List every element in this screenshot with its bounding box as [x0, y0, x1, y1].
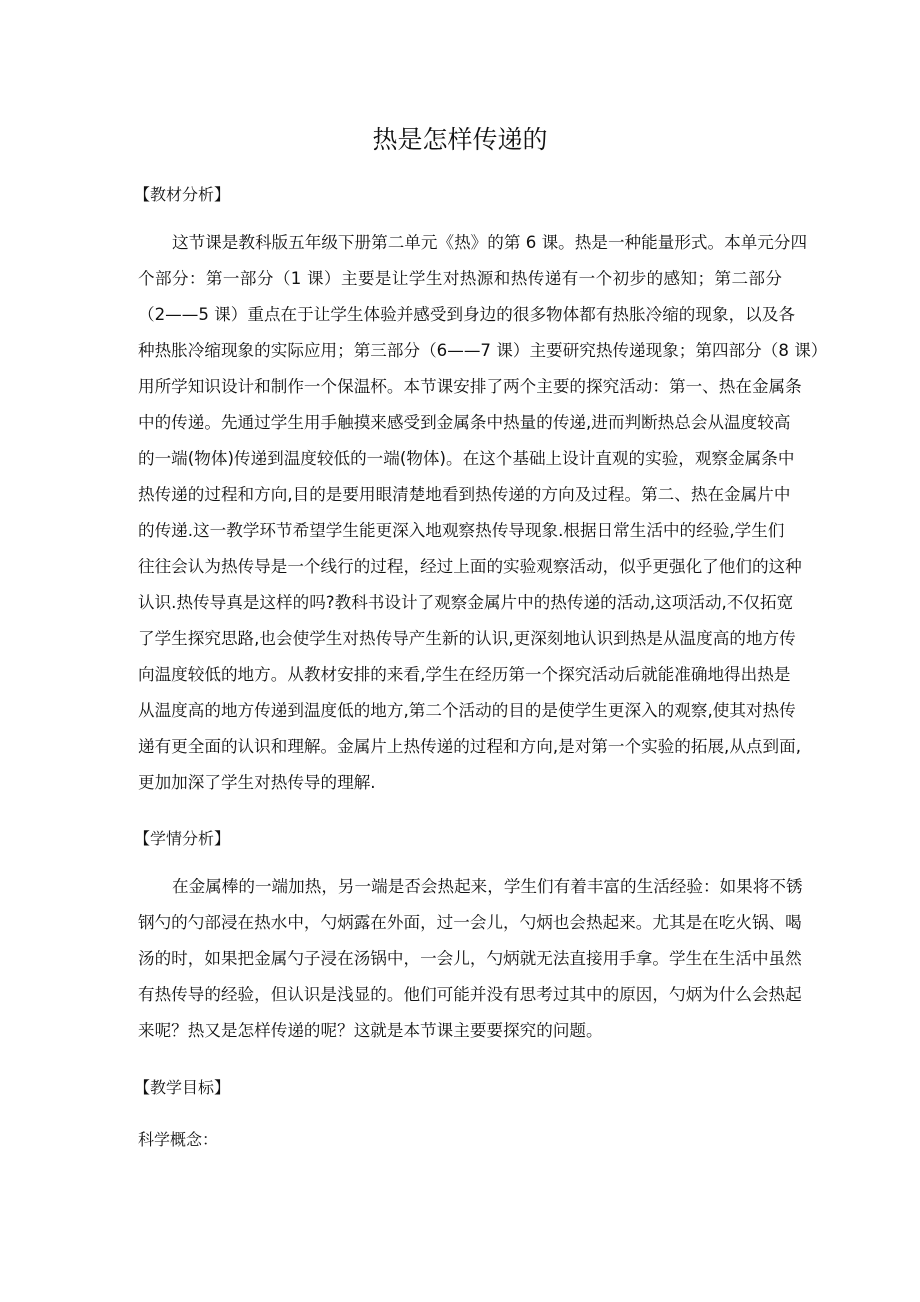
text-line: 这节课是教科版五年级下册第二单元《热》的第 6 课。热是一种能量形式。本单元分四: [172, 233, 808, 252]
text-line: 认识.热传导真是这样的吗?教科书设计了观察金属片中的热传递的活动,这项活动,不仅拓宽: [138, 593, 794, 612]
text-line: 个部分：第一部分（1 课）主要是让学生对热源和热传递有一个初步的感知；第二部分: [138, 269, 782, 288]
text-line: 向温度较低的地方。从教材安排的来看,学生在经历第一个探究活动后就能准确地得出热是: [138, 665, 791, 684]
text-line: 有热传导的经验，但认识是浅显的。他们可能并没有思考过其中的原因，勺炳为什么会热起: [138, 985, 802, 1004]
section-heading-teaching-goals: 【教学目标】: [134, 1078, 231, 1097]
subheading-science-concepts: 科学概念：: [138, 1130, 219, 1149]
section-heading-student-analysis: 【学情分析】: [134, 829, 231, 848]
text-line: 了学生探究思路,也会使学生对热传导产生新的认识,更深刻地认识到热是从温度高的地方传: [138, 629, 796, 648]
paragraph-textbook-analysis: [138, 225, 828, 801]
text-line: 更加加深了学生对热传导的理解.: [138, 773, 376, 792]
text-line: 中的传递。先通过学生用手触摸来感受到金属条中热量的传递,进而判断热总会从温度较高: [138, 413, 791, 432]
text-line: 的一端(物体)传递到温度较低的一端(物体)。在这个基础上设计直观的实验，观察金属条中: [138, 449, 795, 468]
paragraph-student-analysis: [138, 869, 803, 1049]
document-title: 热是怎样传递的: [372, 125, 548, 154]
text-line: 在金属棒的一端加热，另一端是否会热起来，学生们有着丰富的生活经验：如果将不锈: [172, 877, 803, 896]
text-line: 递有更全面的认识和理解。金属片上热传递的过程和方向,是对第一个实验的拓展,从点到面,: [138, 737, 801, 756]
text-line: 热传递的过程和方向,目的是要用眼清楚地看到热传递的方向及过程。第二、热在金属片中: [138, 485, 791, 504]
section-heading-textbook-analysis: 【教材分析】: [134, 185, 231, 204]
text-line: 从温度高的地方传递到温度低的地方,第二个活动的目的是使学生更深入的观察,使其对热传: [138, 701, 796, 720]
text-line: 的传递.这一教学环节希望学生能更深入地观察热传导现象.根据日常生活中的经验,学生们: [138, 521, 785, 540]
text-line: 钢勺的勺部浸在热水中，勺炳露在外面，过一会儿，勺炳也会热起来。尤其是在吃火锅、喝: [138, 913, 802, 932]
text-line: 汤的时，如果把金属勺子浸在汤锅中，一会儿，勺炳就无法直接用手拿。学生在生活中虽然: [138, 949, 802, 968]
text-line: 用所学知识设计和制作一个保温杯。本节课安排了两个主要的探究活动：第一、热在金属条: [138, 377, 802, 396]
text-line: （2——5 课）重点在于让学生体验并感受到身边的很多物体都有热胀冷缩的现象，以及各: [138, 305, 795, 324]
text-line: 种热胀冷缩现象的实际应用；第三部分（6——7 课）主要研究热传递现象；第四部分（8 课）: [138, 341, 828, 360]
text-line: 来呢？热又是怎样传递的呢？这就是本节课主要要探究的问题。: [138, 1021, 603, 1040]
text-line: 往往会认为热传导是一个线行的过程，经过上面的实验观察活动，似乎更强化了他们的这种: [138, 557, 802, 576]
